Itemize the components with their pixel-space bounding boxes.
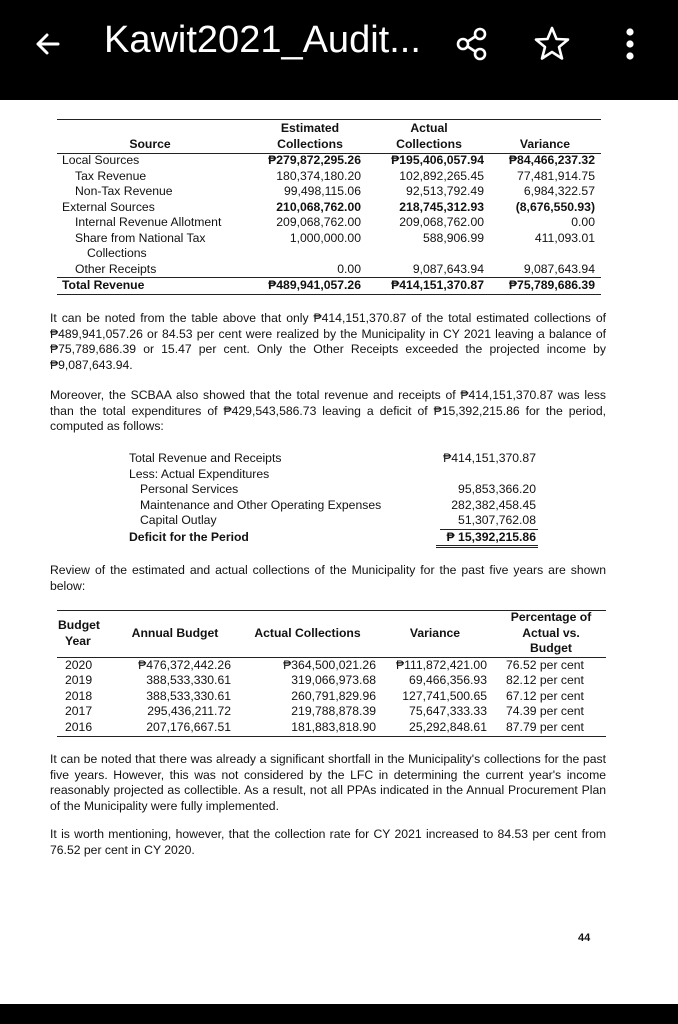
table-cell-source: Local Sources	[62, 153, 140, 167]
arrow-back-icon	[28, 24, 68, 64]
table-cell-variance: 69,466,356.93	[409, 673, 487, 687]
back-button[interactable]	[28, 24, 68, 64]
table-cell-budget: 295,436,211.72	[147, 704, 231, 718]
table-cell-year: 2018	[65, 688, 93, 703]
double-rule	[436, 545, 538, 546]
column-header: Annual Budget	[131, 626, 219, 640]
column-header: Source	[129, 137, 171, 151]
table-cell-actual: 260,791,829.96	[291, 688, 376, 703]
table-cell-variance: ₱75,789,686.39	[508, 278, 595, 292]
table-cell-source: Share from National Tax	[75, 230, 206, 245]
computation-label: Total Revenue and Receipts	[129, 451, 282, 465]
table-cell-actual: 218,745,312.93	[399, 199, 484, 214]
column-header: Collections	[396, 137, 462, 151]
table-cell-source: External Sources	[62, 199, 155, 214]
table-cell-budget: 207,176,667.51	[146, 719, 231, 734]
bookmark-button[interactable]	[530, 22, 574, 66]
column-header: Budget	[58, 618, 100, 632]
app-bar	[0, 0, 678, 100]
computation-label: Deficit for the Period	[129, 529, 249, 544]
deficit-value: ₱ 15,392,215.86	[446, 529, 536, 544]
table-cell-source: Non-Tax Revenue	[75, 184, 173, 198]
column-header: Collections	[277, 137, 343, 151]
table-cell-percentage: 82.12 per cent	[506, 673, 584, 687]
paragraph: It is worth mentioning, however, that the collection rate for CY 2021 increased to 84.53 per cent from 76.52 per cent in CY 2020.	[50, 827, 606, 857]
computation-label: Personal Services	[140, 482, 239, 496]
column-header: Percentage of	[510, 610, 592, 624]
table-cell-percentage: 87.79 per cent	[506, 719, 584, 734]
double-rule	[436, 547, 538, 548]
paragraph: Review of the estimated and actual collections of the Municipality for the past five years are shown below:	[50, 563, 606, 593]
column-header: Actual	[410, 121, 448, 135]
table-cell-actual: 92,513,792.49	[406, 184, 484, 198]
document-title: Kawit2021_Audit...	[104, 19, 421, 61]
table-bottom-rule	[57, 736, 606, 737]
table-cell-estimated: ₱489,941,057.26	[268, 278, 361, 292]
column-header: Estimated	[280, 121, 340, 135]
computation-value: 282,382,458.45	[451, 497, 536, 512]
computation-label: Capital Outlay	[140, 513, 217, 527]
table-cell-variance: ₱84,466,237.32	[508, 153, 595, 167]
table-cell-estimated: ₱279,872,295.26	[268, 153, 361, 167]
table-cell-actual: ₱364,500,021.26	[283, 657, 376, 672]
paragraph: It can be noted that there was already a significant shortfall in the Municipality's collections for the past five years. However, this was not considered by the LFC in determining the current year's income reasonably projected as collectible. As a result, not all PPAs indicated in the Annual Procurement Plan of the Municipality were fully implemented.	[50, 752, 606, 813]
table-cell-year: 2019	[65, 673, 93, 687]
table-cell-actual: ₱195,406,057.94	[391, 153, 484, 167]
column-header: Year	[65, 633, 91, 648]
column-header: Variance	[519, 137, 571, 151]
table-cell-actual: 102,892,265.45	[399, 168, 484, 183]
column-header: Actual vs.	[522, 625, 580, 640]
computation-value: ₱414,151,370.87	[443, 451, 536, 465]
table-cell-variance: 77,481,914.75	[517, 168, 595, 183]
table-cell-budget: 388,533,330.61	[146, 673, 231, 687]
share-button[interactable]	[452, 24, 492, 64]
column-header: Actual Collections	[254, 626, 361, 640]
computation-label: Maintenance and Other Operating Expenses	[140, 497, 382, 512]
table-cell-actual: 319,066,973.68	[291, 673, 376, 687]
more-vert-icon	[618, 24, 642, 64]
table-cell-percentage: 67.12 per cent	[506, 688, 584, 703]
table-cell-actual: ₱414,151,370.87	[391, 278, 484, 292]
table-cell-variance: 75,647,333.33	[409, 704, 487, 718]
table-cell-budget: 388,533,330.61	[146, 688, 231, 703]
table-cell-variance: 0.00	[571, 215, 595, 229]
table-cell-source: Total Revenue	[62, 278, 145, 292]
bottom-bar	[0, 1004, 678, 1024]
table-cell-variance: 25,292,848.61	[409, 719, 487, 734]
table-cell-variance: 9,087,643.94	[523, 261, 595, 276]
table-cell-actual: 588,906.99	[423, 230, 484, 245]
table-cell-actual: 209,068,762.00	[399, 215, 484, 229]
table-cell-variance: ₱111,872,421.00	[395, 657, 487, 672]
paragraph: Moreover, the SCBAA also showed that the total revenue and receipts of ₱414,151,370.87 was less than the total expenditures of ₱429,543,586.73 leaving a deficit of ₱15,392,215.86 for the period, computed as follows:	[50, 388, 606, 433]
more-options-button[interactable]	[618, 24, 642, 64]
table-cell-estimated: 209,068,762.00	[276, 215, 361, 229]
table-cell-year: 2020	[65, 657, 93, 672]
table-bottom-rule	[57, 294, 601, 295]
table-cell-year: 2016	[65, 719, 93, 734]
computation-value: 95,853,366.20	[458, 482, 536, 496]
table-cell-actual: 219,788,878.39	[291, 704, 376, 718]
table-top-rule	[57, 119, 601, 120]
table-cell-estimated: 99,498,115.06	[283, 184, 361, 198]
table-cell-variance: 6,984,322.57	[523, 184, 595, 198]
column-header: Variance	[409, 626, 461, 640]
share-icon	[452, 24, 492, 64]
table-cell-estimated: 180,374,180.20	[276, 168, 361, 183]
document-page[interactable]	[0, 100, 678, 1004]
table-cell-actual: 181,883,818.90	[291, 719, 376, 734]
computation-value: 51,307,762.08	[458, 513, 536, 527]
table-cell-percentage: 74.39 per cent	[506, 704, 584, 718]
table-cell-estimated: 1,000,000.00	[289, 230, 361, 245]
column-header: Budget	[530, 641, 572, 655]
table-cell-year: 2017	[65, 704, 93, 718]
table-cell-source: Tax Revenue	[75, 168, 147, 183]
table-cell-budget: ₱476,372,442.26	[138, 657, 231, 672]
table-cell-estimated: 0.00	[337, 261, 361, 276]
table-cell-variance: 127,741,500.65	[402, 688, 487, 703]
table-cell-estimated: 210,068,762.00	[276, 199, 361, 214]
table-cell-actual: 9,087,643.94	[412, 261, 484, 276]
table-cell-source: Internal Revenue Allotment	[75, 215, 222, 229]
table-cell-variance: (8,676,550.93)	[515, 199, 595, 214]
table-cell-percentage: 76.52 per cent	[506, 657, 584, 672]
computation-label: Less: Actual Expenditures	[129, 466, 270, 481]
table-cell-variance: 411,093.01	[534, 230, 595, 245]
star-outline-icon	[530, 22, 574, 66]
paragraph: It can be noted from the table above that only ₱414,151,370.87 of the total estimated collections of ₱489,941,057.26 or 84.53 per cent were realized by the Municipality in CY 2021 leaving a balance of ₱75,789,686.39 or 15.47 per cent. Only the Other Receipts exceeded the projected income by ₱9,087,643.94.	[50, 311, 606, 372]
page-number: 44	[578, 932, 591, 944]
table-cell-source: Other Receipts	[75, 261, 157, 276]
table-cell-source: Collections	[87, 246, 147, 260]
